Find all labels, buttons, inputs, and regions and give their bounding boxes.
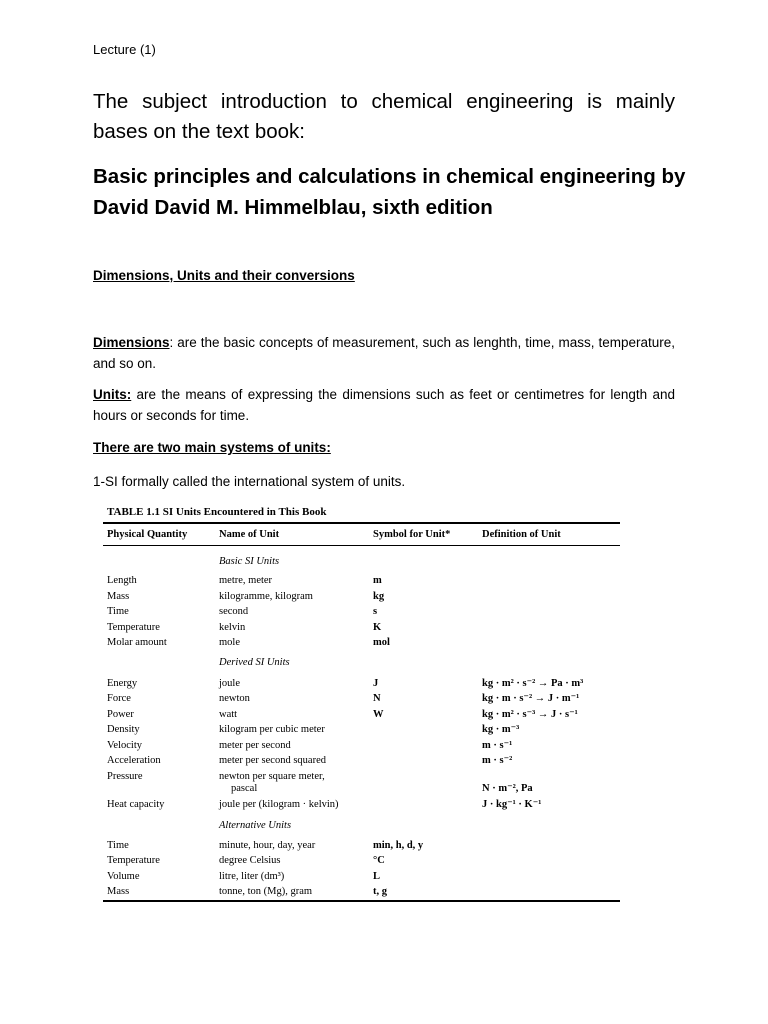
table-cell-quantity: Velocity xyxy=(107,740,142,751)
dimensions-definition xyxy=(93,333,675,374)
table-cell-definition: m · s⁻² xyxy=(482,755,513,766)
table-cell-definition: kg · m⁻³ xyxy=(482,724,520,735)
table-cell-unit-name: joule xyxy=(219,678,240,689)
table-cell-quantity: Force xyxy=(107,693,131,704)
table-cell-unit-name: minute, hour, day, year xyxy=(219,840,316,851)
table-cell-symbol: mol xyxy=(373,637,390,648)
table-cell-symbol: t, g xyxy=(373,886,387,897)
table-header-rule xyxy=(103,545,620,546)
table-cell-definition: kg · m² · s⁻² → Pa · m³ xyxy=(482,678,584,689)
table-cell-symbol: L xyxy=(373,871,381,882)
table-cell-symbol: K xyxy=(373,622,382,633)
table-bottom-rule xyxy=(103,900,620,902)
table-cell-unit-name: tonne, ton (Mg), gram xyxy=(219,886,313,897)
table-top-rule xyxy=(103,522,620,524)
table-cell-definition: kg · m · s⁻² → J · m⁻¹ xyxy=(482,693,580,704)
table-cell-quantity: Volume xyxy=(107,871,140,882)
table-cell-quantity: Power xyxy=(107,709,134,720)
dimensions-text: are the basic concepts of measurement, such as lenghth, time, mass, temperature, and so on. xyxy=(93,335,675,371)
table-cell-quantity: Time xyxy=(107,840,129,851)
table-cell-unit-name: kilogram per cubic meter xyxy=(219,724,325,735)
table-cell-symbol: kg xyxy=(373,591,385,602)
header-physical-quantity: Physical Quantity xyxy=(107,529,188,540)
lecture-label: Lecture (1) xyxy=(93,42,156,57)
header-definition-of-unit: Definition of Unit xyxy=(482,529,561,540)
table-cell-symbol: s xyxy=(373,606,378,617)
units-text: are the means of expressing the dimensions such as feet or centimetres for length and hours or seconds for time. xyxy=(93,387,675,423)
table-cell-quantity: Temperature xyxy=(107,622,160,633)
table-cell-quantity: Mass xyxy=(107,591,130,602)
table-cell-unit-name: kelvin xyxy=(219,622,246,633)
table-cell-definition: m · s⁻¹ xyxy=(482,740,513,751)
header-symbol-for-unit: Symbol for Unit* xyxy=(373,529,451,540)
textbook-title-line-2: David David M. Himmelblau, sixth edition xyxy=(93,196,493,219)
systems-heading: There are two main systems of units: xyxy=(93,440,331,455)
table-cell-unit-name: second xyxy=(219,606,249,617)
table-cell-quantity: Pressure xyxy=(107,771,143,782)
section-label-derived: Derived SI Units xyxy=(219,657,290,668)
table-cell-unit-name: litre, liter (dm³) xyxy=(219,871,285,882)
dimensions-term: Dimensions xyxy=(93,335,170,350)
table-cell-unit-name: pascal xyxy=(231,783,258,794)
table-cell-quantity: Mass xyxy=(107,886,130,897)
table-cell-unit-name: watt xyxy=(219,709,238,720)
table-cell-symbol: W xyxy=(373,709,384,720)
table-cell-definition: kg · m² · s⁻³ → J · s⁻¹ xyxy=(482,709,578,720)
table-cell-quantity: Acceleration xyxy=(107,755,161,766)
table-cell-definition: J · kg⁻¹ · K⁻¹ xyxy=(482,799,542,810)
si-units-table xyxy=(103,504,620,904)
textbook-title xyxy=(93,161,693,223)
section-heading: Dimensions, Units and their conversions xyxy=(93,268,355,283)
header-name-of-unit: Name of Unit xyxy=(219,529,280,540)
units-definition xyxy=(93,385,675,426)
table-cell-symbol: m xyxy=(373,575,382,586)
table-cell-quantity: Energy xyxy=(107,678,138,689)
table-cell-quantity: Heat capacity xyxy=(107,799,165,810)
table-cell-definition: N · m⁻², Pa xyxy=(482,783,533,794)
table-caption: TABLE 1.1 SI Units Encountered in This Book xyxy=(107,506,327,518)
textbook-title-line-1: Basic principles and calculations in chemical engineering by xyxy=(93,165,686,188)
table-cell-unit-name: meter per second squared xyxy=(219,755,326,766)
table-cell-unit-name: newton xyxy=(219,693,250,704)
table-cell-symbol: J xyxy=(373,678,379,689)
table-cell-unit-name: mole xyxy=(219,637,240,648)
table-cell-unit-name: newton per square meter, xyxy=(219,771,325,782)
table-cell-quantity: Density xyxy=(107,724,140,735)
intro-paragraph: The subject introduction to chemical engineering is mainly bases on the text book: xyxy=(93,90,675,143)
dimensions-colon: : xyxy=(169,335,174,350)
table-cell-unit-name: meter per second xyxy=(219,740,291,751)
table-cell-quantity: Temperature xyxy=(107,855,160,866)
table-cell-unit-name: degree Celsius xyxy=(219,855,281,866)
section-label-basic: Basic SI Units xyxy=(219,556,280,567)
units-term: Units: xyxy=(93,387,132,402)
table-cell-unit-name: joule per (kilogram · kelvin) xyxy=(219,799,339,810)
si-system-text: 1-SI formally called the international system of units. xyxy=(93,474,406,489)
table-cell-quantity: Molar amount xyxy=(107,637,167,648)
table-cell-quantity: Time xyxy=(107,606,129,617)
section-label-alternative: Alternative Units xyxy=(219,820,292,831)
table-cell-symbol: N xyxy=(373,693,381,704)
table-cell-unit-name: kilogramme, kilogram xyxy=(219,591,313,602)
table-cell-symbol: min, h, d, y xyxy=(373,840,424,851)
table-cell-symbol: °C xyxy=(373,855,385,866)
table-cell-unit-name: metre, meter xyxy=(219,575,273,586)
table-cell-quantity: Length xyxy=(107,575,137,586)
